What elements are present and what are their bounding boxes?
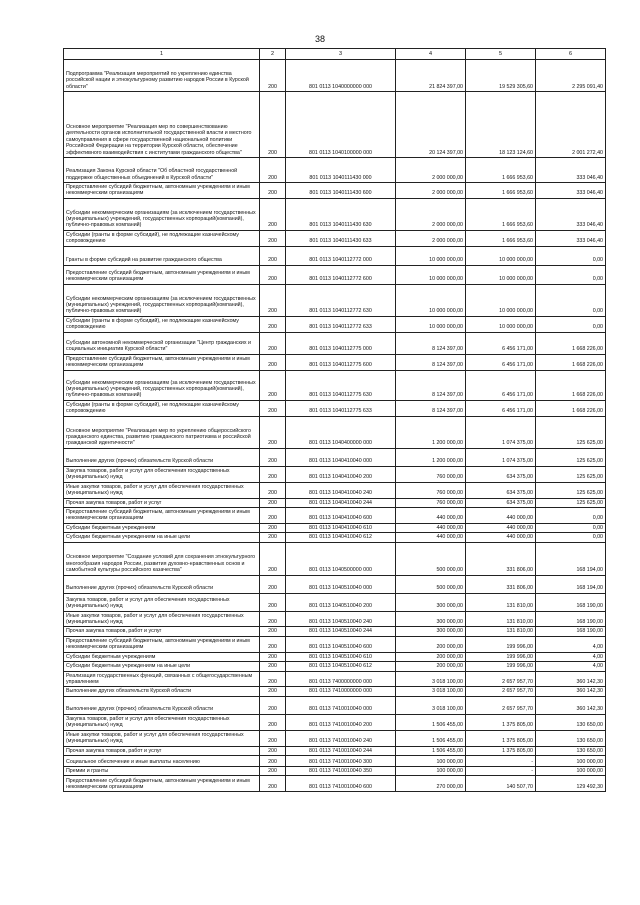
row-classification-code-cell: 801 0113 1040510040 612 [286, 662, 396, 671]
row-name-cell: Субсидии бюджетным учреждениям на иные цели [64, 533, 260, 542]
row-name-cell: Субсидии некоммерческим организациям (за исключением государственных (муниципальных) учреждений, государственных корпораций(компаний), публично-правовых компаний) [64, 198, 260, 230]
row-code-cell: 200 [260, 776, 286, 792]
row-value-col6-cell: 1 668 226,00 [536, 370, 606, 400]
table-row [64, 230, 606, 246]
table-row [64, 416, 606, 448]
row-value-col5-cell: 440 000,00 [466, 523, 536, 532]
row-name-cell: Закупка товаров, работ и услуг для обеспечения государственных (муниципальных) нужд [64, 714, 260, 730]
row-classification-code-cell: 801 0113 7410010040 300 [286, 755, 396, 766]
row-code-cell: 200 [260, 183, 286, 199]
row-classification-code-cell: 801 0113 1040410040 244 [286, 498, 396, 507]
row-value-col6-cell: 4,00 [536, 636, 606, 652]
row-value-col5-cell: 6 456 171,00 [466, 400, 536, 416]
table-row [64, 183, 606, 199]
row-value-col5-cell: 140 507,70 [466, 776, 536, 792]
row-value-col4-cell: 10 000 000,00 [396, 246, 466, 265]
row-code-cell: 200 [260, 766, 286, 775]
row-name-cell: Выполнение других (прочих) обязательств Курской области [64, 448, 260, 466]
table-row [64, 652, 606, 661]
row-classification-code-cell: 801 0113 7410010040 600 [286, 776, 396, 792]
row-code-cell: 200 [260, 400, 286, 416]
row-value-col6-cell: 1 668 226,00 [536, 400, 606, 416]
row-value-col5-cell: 2 657 957,70 [466, 687, 536, 696]
row-value-col6-cell: 0,00 [536, 316, 606, 332]
row-classification-code-cell: 801 0113 1040510040 600 [286, 636, 396, 652]
row-value-col6-cell: 333 046,40 [536, 230, 606, 246]
row-code-cell: 200 [260, 498, 286, 507]
row-value-col5-cell: 1 074 375,00 [466, 448, 536, 466]
row-classification-code-cell: 801 0113 1040500000 000 [286, 542, 396, 575]
row-value-col4-cell: 3 018 100,00 [396, 671, 466, 687]
row-name-cell: Выполнение других обязательств Курской области [64, 687, 260, 696]
table-row [64, 593, 606, 611]
row-value-col6-cell: 0,00 [536, 508, 606, 524]
row-value-col5-cell: 131 810,00 [466, 611, 536, 627]
row-value-col4-cell: 300 000,00 [396, 593, 466, 611]
row-value-col4-cell: 3 018 100,00 [396, 696, 466, 714]
row-code-cell: 200 [260, 92, 286, 158]
row-value-col6-cell: 168 190,00 [536, 593, 606, 611]
row-value-col5-cell: 331 806,00 [466, 575, 536, 593]
row-classification-code-cell: 801 0113 1040410040 612 [286, 533, 396, 542]
row-value-col4-cell: 8 124 397,00 [396, 370, 466, 400]
column-header-3: 3 [286, 49, 396, 60]
budget-table [63, 48, 606, 792]
table-row [64, 696, 606, 714]
row-classification-code-cell: 801 0113 1040410040 610 [286, 523, 396, 532]
row-classification-code-cell: 801 0113 1040510040 000 [286, 575, 396, 593]
row-value-col5-cell: 10 000 000,00 [466, 284, 536, 316]
row-value-col6-cell: 4,00 [536, 652, 606, 661]
row-code-cell: 200 [260, 671, 286, 687]
row-value-col5-cell: 199 996,00 [466, 636, 536, 652]
row-value-col6-cell: 1 668 226,00 [536, 354, 606, 370]
row-value-col6-cell: 360 142,30 [536, 687, 606, 696]
row-classification-code-cell: 801 0113 7410010040 200 [286, 714, 396, 730]
row-value-col5-cell: 6 456 171,00 [466, 332, 536, 354]
table-row [64, 662, 606, 671]
row-code-cell: 200 [260, 354, 286, 370]
row-value-col5-cell: 1 666 953,60 [466, 198, 536, 230]
row-name-cell: Предоставление субсидий бюджетным, автономным учреждениям и иным некоммерческим организациям [64, 636, 260, 652]
row-name-cell: Предоставление субсидий бюджетным, автономным учреждениям и иным некоммерческим организациям [64, 354, 260, 370]
row-code-cell: 200 [260, 246, 286, 265]
table-row [64, 92, 606, 158]
row-value-col6-cell: 2 001 272,40 [536, 92, 606, 158]
column-header-6: 6 [536, 49, 606, 60]
row-value-col4-cell: 440 000,00 [396, 523, 466, 532]
row-classification-code-cell: 801 0113 1040112775 000 [286, 332, 396, 354]
row-code-cell: 200 [260, 575, 286, 593]
row-code-cell: 200 [260, 416, 286, 448]
row-name-cell: Выполнение других (прочих) обязательств Курской области [64, 696, 260, 714]
row-name-cell: Прочая закупка товаров, работ и услуг [64, 498, 260, 507]
table-row [64, 400, 606, 416]
row-value-col4-cell: 3 018 100,00 [396, 687, 466, 696]
row-value-col4-cell: 200 000,00 [396, 652, 466, 661]
table-row [64, 575, 606, 593]
row-value-col4-cell: 500 000,00 [396, 575, 466, 593]
row-code-cell: 200 [260, 482, 286, 498]
row-classification-code-cell: 801 0113 1040111430 600 [286, 183, 396, 199]
row-name-cell: Прочая закупка товаров, работ и услуг [64, 746, 260, 755]
row-name-cell: Иные закупки товаров, работ и услуг для обеспечения государственных (муниципальных) нужд [64, 611, 260, 627]
table-row [64, 466, 606, 482]
row-name-cell: Субсидии бюджетным учреждениям [64, 523, 260, 532]
row-value-col4-cell: 2 000 000,00 [396, 183, 466, 199]
row-name-cell: Предоставление субсидий бюджетным, автономным учреждениям и иным некоммерческим организациям [64, 183, 260, 199]
row-name-cell: Закупка товаров, работ и услуг для обеспечения государственных (муниципальных) нужд [64, 466, 260, 482]
column-header-5: 5 [466, 49, 536, 60]
row-value-col4-cell: 1 506 455,00 [396, 730, 466, 746]
column-number-header-row [64, 49, 606, 60]
table-row [64, 687, 606, 696]
row-value-col6-cell: 100 000,00 [536, 755, 606, 766]
row-classification-code-cell: 801 0113 1040112772 630 [286, 284, 396, 316]
row-value-col5-cell: 634 375,00 [466, 466, 536, 482]
row-value-col6-cell: 360 142,30 [536, 696, 606, 714]
row-value-col5-cell: 1 074 375,00 [466, 416, 536, 448]
row-code-cell: 200 [260, 636, 286, 652]
row-code-cell: 200 [260, 714, 286, 730]
row-classification-code-cell: 801 0113 1040112772 600 [286, 265, 396, 284]
row-value-col6-cell: 0,00 [536, 265, 606, 284]
row-value-col5-cell: 2 657 957,70 [466, 696, 536, 714]
row-value-col4-cell: 100 000,00 [396, 755, 466, 766]
row-value-col6-cell: 125 625,00 [536, 498, 606, 507]
page-number: 38 [314, 34, 325, 44]
row-code-cell: 200 [260, 466, 286, 482]
row-value-col4-cell: 200 000,00 [396, 662, 466, 671]
table-row [64, 246, 606, 265]
row-classification-code-cell: 801 0113 1040510040 200 [286, 593, 396, 611]
row-value-col5-cell: 10 000 000,00 [466, 246, 536, 265]
row-classification-code-cell: 801 0113 1040510040 240 [286, 611, 396, 627]
row-value-col4-cell: 440 000,00 [396, 533, 466, 542]
row-value-col4-cell: 440 000,00 [396, 508, 466, 524]
row-value-col4-cell: 8 124 397,00 [396, 400, 466, 416]
row-name-cell: Субсидии некоммерческим организациям (за исключением государственных (муниципальных) учреждений, государственных корпораций(компаний), публично-правовых компаний) [64, 370, 260, 400]
row-classification-code-cell: 801 0113 1040111430 000 [286, 158, 396, 183]
row-value-col5-cell: 131 810,00 [466, 593, 536, 611]
row-classification-code-cell: 801 0113 1040510040 610 [286, 652, 396, 661]
row-value-col4-cell: 1 506 455,00 [396, 746, 466, 755]
row-code-cell: 200 [260, 662, 286, 671]
row-name-cell: Субсидии (гранты в форме субсидий), не подлежащие казначейскому сопровождению [64, 316, 260, 332]
row-value-col5-cell: 2 657 957,70 [466, 671, 536, 687]
row-code-cell: 200 [260, 696, 286, 714]
row-value-col4-cell: 100 000,00 [396, 766, 466, 775]
row-value-col4-cell: 8 124 397,00 [396, 332, 466, 354]
row-value-col6-cell: 360 142,30 [536, 671, 606, 687]
row-code-cell: 200 [260, 533, 286, 542]
row-code-cell: 200 [260, 687, 286, 696]
row-code-cell: 200 [260, 542, 286, 575]
table-row [64, 766, 606, 775]
row-classification-code-cell: 801 0113 7410000000 000 [286, 687, 396, 696]
row-value-col6-cell: 2 295 091,40 [536, 60, 606, 92]
row-value-col4-cell: 300 000,00 [396, 627, 466, 636]
row-value-col6-cell: 333 046,40 [536, 158, 606, 183]
table-row [64, 508, 606, 524]
row-value-col6-cell: 0,00 [536, 523, 606, 532]
row-value-col4-cell: 20 124 397,00 [396, 92, 466, 158]
row-value-col5-cell: 1 375 805,00 [466, 730, 536, 746]
table-row [64, 354, 606, 370]
table-row [64, 671, 606, 687]
row-value-col6-cell: 168 194,00 [536, 575, 606, 593]
row-value-col4-cell: 8 124 397,00 [396, 354, 466, 370]
table-row [64, 498, 606, 507]
table-row [64, 482, 606, 498]
row-name-cell: Субсидии (гранты в форме субсидий), не подлежащие казначейскому сопровождению [64, 230, 260, 246]
row-code-cell: 200 [260, 265, 286, 284]
row-code-cell: 200 [260, 284, 286, 316]
row-value-col4-cell: 1 200 000,00 [396, 416, 466, 448]
row-value-col5-cell: 634 375,00 [466, 482, 536, 498]
table-row [64, 627, 606, 636]
row-value-col5-cell: 1 666 953,60 [466, 230, 536, 246]
row-classification-code-cell: 801 0113 7400000000 000 [286, 671, 396, 687]
row-classification-code-cell: 801 0113 1040400000 000 [286, 416, 396, 448]
row-name-cell: Выполнение других (прочих) обязательств Курской области [64, 575, 260, 593]
table-row [64, 755, 606, 766]
row-value-col5-cell: 1 666 953,60 [466, 183, 536, 199]
row-value-col5-cell: - [466, 766, 536, 775]
row-classification-code-cell: 801 0113 1040112775 630 [286, 370, 396, 400]
row-value-col4-cell: 1 200 000,00 [396, 448, 466, 466]
row-classification-code-cell: 801 0113 1040112772 000 [286, 246, 396, 265]
row-name-cell: Субсидии бюджетным учреждениям на иные цели [64, 662, 260, 671]
row-value-col4-cell: 2 000 000,00 [396, 230, 466, 246]
row-code-cell: 200 [260, 448, 286, 466]
row-classification-code-cell: 801 0113 1040410040 000 [286, 448, 396, 466]
row-value-col5-cell: 10 000 000,00 [466, 265, 536, 284]
row-code-cell: 200 [260, 60, 286, 92]
row-name-cell: Реализация Закона Курской области "Об областной государственной поддержке общественных объединений в Курской области" [64, 158, 260, 183]
row-value-col5-cell: 199 996,00 [466, 652, 536, 661]
row-classification-code-cell: 801 0113 1040000000 000 [286, 60, 396, 92]
row-name-cell: Основное мероприятие "Реализация мер по совершенствованию деятельности органов исполнительной государственной власти и местного самоуправления в сфере государственной национальной политики Российской Федерации на территории Курской области, обеспечение эффективного взаимодействия с институтами гражданского общества" [64, 92, 260, 158]
row-classification-code-cell: 801 0113 1040111430 630 [286, 198, 396, 230]
row-code-cell: 200 [260, 730, 286, 746]
row-name-cell: Основное мероприятие "Реализация мер по укреплению общероссийского гражданского единства, развитию гражданского патриотизма и российской гражданской идентичности" [64, 416, 260, 448]
row-code-cell: 200 [260, 198, 286, 230]
row-value-col4-cell: 500 000,00 [396, 542, 466, 575]
row-value-col5-cell: 331 806,00 [466, 542, 536, 575]
table-row [64, 714, 606, 730]
column-header-1: 1 [64, 49, 260, 60]
row-value-col4-cell: 1 506 455,00 [396, 714, 466, 730]
row-value-col4-cell: 760 000,00 [396, 498, 466, 507]
row-classification-code-cell: 801 0113 1040410040 600 [286, 508, 396, 524]
column-header-2: 2 [260, 49, 286, 60]
row-value-col5-cell: 440 000,00 [466, 508, 536, 524]
row-value-col5-cell: 19 529 305,60 [466, 60, 536, 92]
row-code-cell: 200 [260, 611, 286, 627]
row-name-cell: Премии и гранты [64, 766, 260, 775]
row-value-col5-cell: 6 456 171,00 [466, 354, 536, 370]
row-value-col4-cell: 10 000 000,00 [396, 284, 466, 316]
row-value-col6-cell: 100 000,00 [536, 766, 606, 775]
row-classification-code-cell: 801 0113 7410010040 000 [286, 696, 396, 714]
row-value-col5-cell: 199 996,00 [466, 662, 536, 671]
row-value-col5-cell: 10 000 000,00 [466, 316, 536, 332]
row-name-cell: Прочая закупка товаров, работ и услуг [64, 627, 260, 636]
row-classification-code-cell: 801 0113 7410010040 244 [286, 746, 396, 755]
table-row [64, 542, 606, 575]
row-value-col5-cell: 6 456 171,00 [466, 370, 536, 400]
row-value-col6-cell: 168 194,00 [536, 542, 606, 575]
row-value-col6-cell: 125 625,00 [536, 466, 606, 482]
row-value-col6-cell: 168 190,00 [536, 611, 606, 627]
row-name-cell: Подпрограмма "Реализация мероприятий по укреплению единства российской нации и этнокультурному развитию народов России в Курской области" [64, 60, 260, 92]
row-name-cell: Субсидии некоммерческим организациям (за исключением государственных (муниципальных) учреждений, государственных корпораций(компаний), публично-правовых компаний) [64, 284, 260, 316]
row-code-cell: 200 [260, 332, 286, 354]
column-header-4: 4 [396, 49, 466, 60]
row-classification-code-cell: 801 0113 7410010040 350 [286, 766, 396, 775]
row-value-col5-cell: 1 375 805,00 [466, 714, 536, 730]
row-code-cell: 200 [260, 230, 286, 246]
row-value-col4-cell: 760 000,00 [396, 466, 466, 482]
row-name-cell: Субсидии бюджетным учреждениям [64, 652, 260, 661]
row-name-cell: Субсидии (гранты в форме субсидий), не подлежащие казначейскому сопровождению [64, 400, 260, 416]
row-code-cell: 200 [260, 652, 286, 661]
table-row [64, 636, 606, 652]
row-code-cell: 200 [260, 627, 286, 636]
row-classification-code-cell: 801 0113 1040112775 633 [286, 400, 396, 416]
row-value-col5-cell: 634 375,00 [466, 498, 536, 507]
row-name-cell: Гранты в форме субсидий на развитие гражданского общества [64, 246, 260, 265]
row-value-col5-cell: 440 000,00 [466, 533, 536, 542]
row-classification-code-cell: 801 0113 7410010040 240 [286, 730, 396, 746]
row-value-col4-cell: 10 000 000,00 [396, 316, 466, 332]
row-code-cell: 200 [260, 523, 286, 532]
table-row [64, 730, 606, 746]
row-value-col6-cell: 333 046,40 [536, 183, 606, 199]
row-name-cell: Реализация государственных функций, связанных с общегосударственным управлением [64, 671, 260, 687]
row-name-cell: Социальное обеспечение и иные выплаты населению [64, 755, 260, 766]
row-value-col4-cell: 10 000 000,00 [396, 265, 466, 284]
row-value-col6-cell: 129 492,30 [536, 776, 606, 792]
row-classification-code-cell: 801 0113 1040410040 240 [286, 482, 396, 498]
row-value-col6-cell: 130 650,00 [536, 730, 606, 746]
row-value-col6-cell: 168 190,00 [536, 627, 606, 636]
table-row [64, 533, 606, 542]
row-value-col6-cell: 125 625,00 [536, 448, 606, 466]
row-value-col6-cell: 0,00 [536, 246, 606, 265]
row-value-col6-cell: 130 650,00 [536, 714, 606, 730]
table-row [64, 523, 606, 532]
row-classification-code-cell: 801 0113 1040410040 200 [286, 466, 396, 482]
row-value-col5-cell: 1 375 805,00 [466, 746, 536, 755]
row-value-col4-cell: 21 824 397,00 [396, 60, 466, 92]
row-code-cell: 200 [260, 508, 286, 524]
row-classification-code-cell: 801 0113 1040112775 600 [286, 354, 396, 370]
row-value-col4-cell: 200 000,00 [396, 636, 466, 652]
row-code-cell: 200 [260, 370, 286, 400]
table-row [64, 332, 606, 354]
row-value-col6-cell: 130 650,00 [536, 746, 606, 755]
row-code-cell: 200 [260, 755, 286, 766]
row-value-col6-cell: 4,00 [536, 662, 606, 671]
row-classification-code-cell: 801 0113 1040100000 000 [286, 92, 396, 158]
table-row [64, 370, 606, 400]
row-value-col4-cell: 2 000 000,00 [396, 158, 466, 183]
row-value-col4-cell: 2 000 000,00 [396, 198, 466, 230]
row-name-cell: Предоставление субсидий бюджетным, автономным учреждениям и иным некоммерческим организациям [64, 776, 260, 792]
row-name-cell: Основное мероприятие "Создание условий для сохранения этнокультурного многообразия народов России, развития духовно-нравственных основ и самобытной культуры российского казачества" [64, 542, 260, 575]
row-value-col5-cell: 131 810,00 [466, 627, 536, 636]
row-classification-code-cell: 801 0113 1040112772 633 [286, 316, 396, 332]
row-code-cell: 200 [260, 746, 286, 755]
table-row [64, 284, 606, 316]
row-value-col6-cell: 0,00 [536, 284, 606, 316]
table-row [64, 611, 606, 627]
table-row [64, 198, 606, 230]
table-row [64, 776, 606, 792]
row-code-cell: 200 [260, 593, 286, 611]
row-name-cell: Закупка товаров, работ и услуг для обеспечения государственных (муниципальных) нужд [64, 593, 260, 611]
row-code-cell: 200 [260, 158, 286, 183]
row-value-col6-cell: 1 668 226,00 [536, 332, 606, 354]
row-code-cell: 200 [260, 316, 286, 332]
row-classification-code-cell: 801 0113 1040510040 244 [286, 627, 396, 636]
row-value-col5-cell: 18 123 124,60 [466, 92, 536, 158]
table-row [64, 316, 606, 332]
row-value-col4-cell: 760 000,00 [396, 482, 466, 498]
table-row [64, 158, 606, 183]
row-value-col5-cell: 1 666 953,60 [466, 158, 536, 183]
row-classification-code-cell: 801 0113 1040111430 633 [286, 230, 396, 246]
row-name-cell: Субсидии автономной некоммерческой организации "Центр гражданских и социальных инициатив Курской области" [64, 332, 260, 354]
row-value-col4-cell: 270 000,00 [396, 776, 466, 792]
row-value-col5-cell: - [466, 755, 536, 766]
row-value-col6-cell: 125 625,00 [536, 416, 606, 448]
row-value-col6-cell: 125 625,00 [536, 482, 606, 498]
row-name-cell: Предоставление субсидий бюджетным, автономным учреждениям и иным некоммерческим организациям [64, 265, 260, 284]
row-value-col6-cell: 0,00 [536, 533, 606, 542]
row-name-cell: Предоставление субсидий бюджетным, автономным учреждениям и иным некоммерческим организациям [64, 508, 260, 524]
table-row [64, 60, 606, 92]
row-name-cell: Иные закупки товаров, работ и услуг для обеспечения государственных (муниципальных) нужд [64, 482, 260, 498]
table-row [64, 746, 606, 755]
table-row [64, 265, 606, 284]
row-name-cell: Иные закупки товаров, работ и услуг для обеспечения государственных (муниципальных) нужд [64, 730, 260, 746]
table-row [64, 448, 606, 466]
row-value-col6-cell: 333 046,40 [536, 198, 606, 230]
row-value-col4-cell: 300 000,00 [396, 611, 466, 627]
